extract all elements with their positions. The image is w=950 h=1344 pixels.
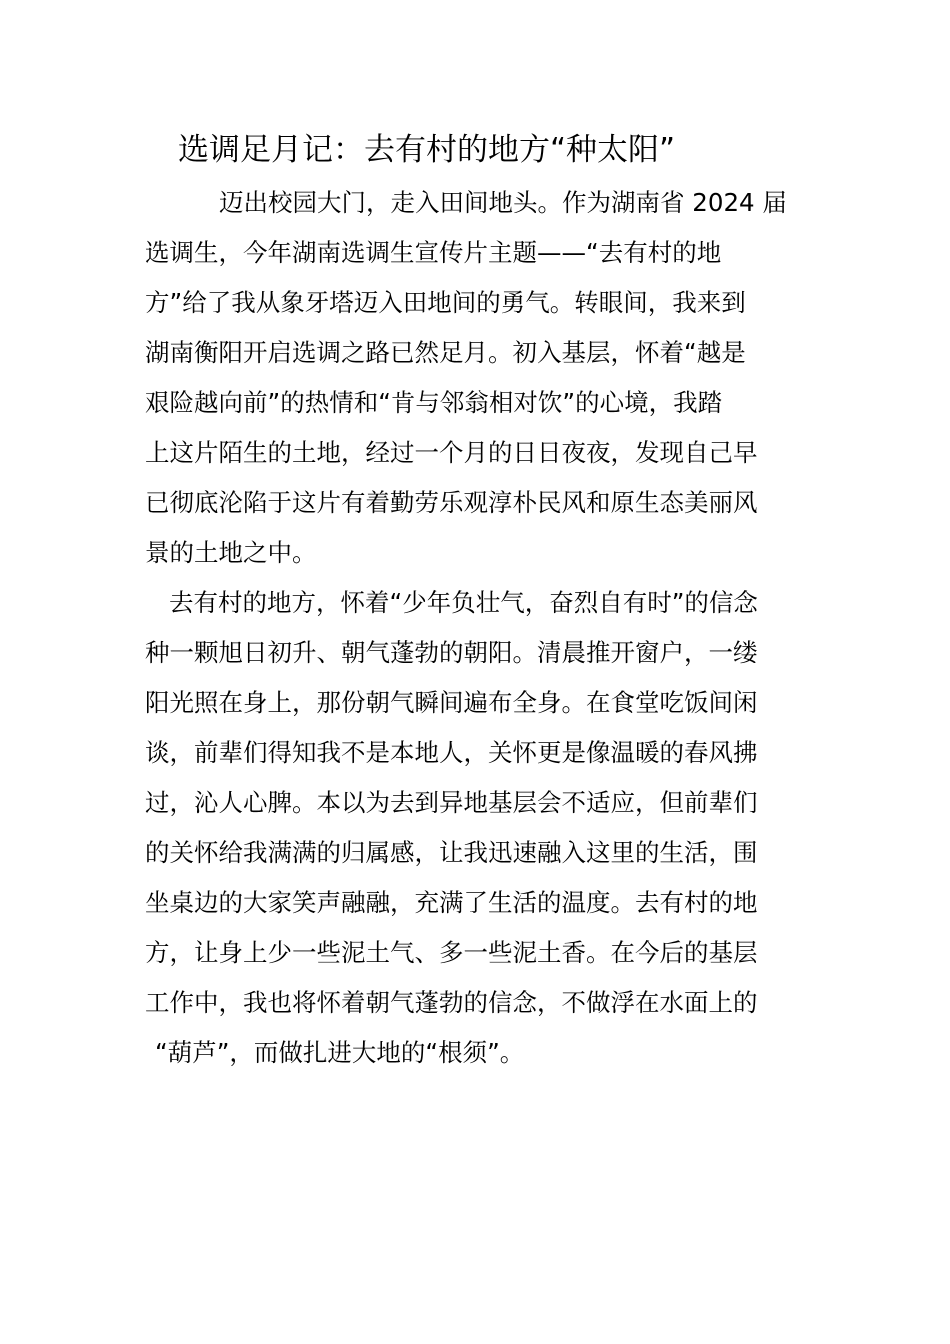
paragraph-line: 坐桌边的大家笑声融融，充满了生活的温度。去有村的地 — [145, 888, 758, 917]
paragraph-line: 已彻底沦陷于这片有着勤劳乐观淳朴民风和原生态美丽风 — [145, 488, 758, 517]
paragraph-line: 上这片陌生的土地，经过一个月的日日夜夜，发现自己早 — [145, 438, 758, 467]
paragraph-line: 去有村的地方，怀着“少年负壮气，奋烈自有时”的信念 — [169, 588, 758, 617]
document-body — [145, 178, 810, 1078]
paragraph-line: “葫芦”，而做扎进大地的“根须”。 — [155, 1038, 525, 1067]
paragraph-line: 方，让身上少一些泥土气、多一些泥土香。在今后的基层 — [145, 938, 758, 967]
paragraph-1 — [145, 178, 810, 578]
paragraph-2 — [145, 578, 810, 1078]
paragraph-line: 艰险越向前”的热情和“肯与邻翁相对饮”的心境，我踏 — [145, 388, 723, 417]
paragraph-line: 湖南衡阳开启选调之路已然足月。初入基层，怀着“越是 — [145, 338, 746, 367]
paragraph-line: 种一颗旭日初升、朝气蓬勃的朝阳。清晨推开窗户，一缕 — [145, 638, 758, 667]
paragraph-line: 景的土地之中。 — [145, 538, 317, 567]
paragraph-line: 方”给了我从象牙塔迈入田地间的勇气。转眼间，我来到 — [145, 288, 746, 317]
paragraph-line: 迈出校园大门，走入田间地头。作为湖南省 2024 届 — [219, 188, 787, 217]
paragraph-line: 工作中，我也将怀着朝气蓬勃的信念，不做浮在水面上的 — [145, 988, 758, 1017]
paragraph-line: 谈，前辈们得知我不是本地人，关怀更是像温暖的春风拂 — [145, 738, 758, 767]
document-title: 选调足月记：去有村的地方“种太阳” — [178, 132, 676, 168]
paragraph-line: 的关怀给我满满的归属感，让我迅速融入这里的生活，围 — [145, 838, 758, 867]
paragraph-line: 选调生，今年湖南选调生宣传片主题——“去有村的地 — [145, 238, 722, 267]
paragraph-line: 阳光照在身上，那份朝气瞬间遍布全身。在食堂吃饭间闲 — [145, 688, 758, 717]
paragraph-line: 过，沁人心脾。本以为去到异地基层会不适应，但前辈们 — [145, 788, 758, 817]
